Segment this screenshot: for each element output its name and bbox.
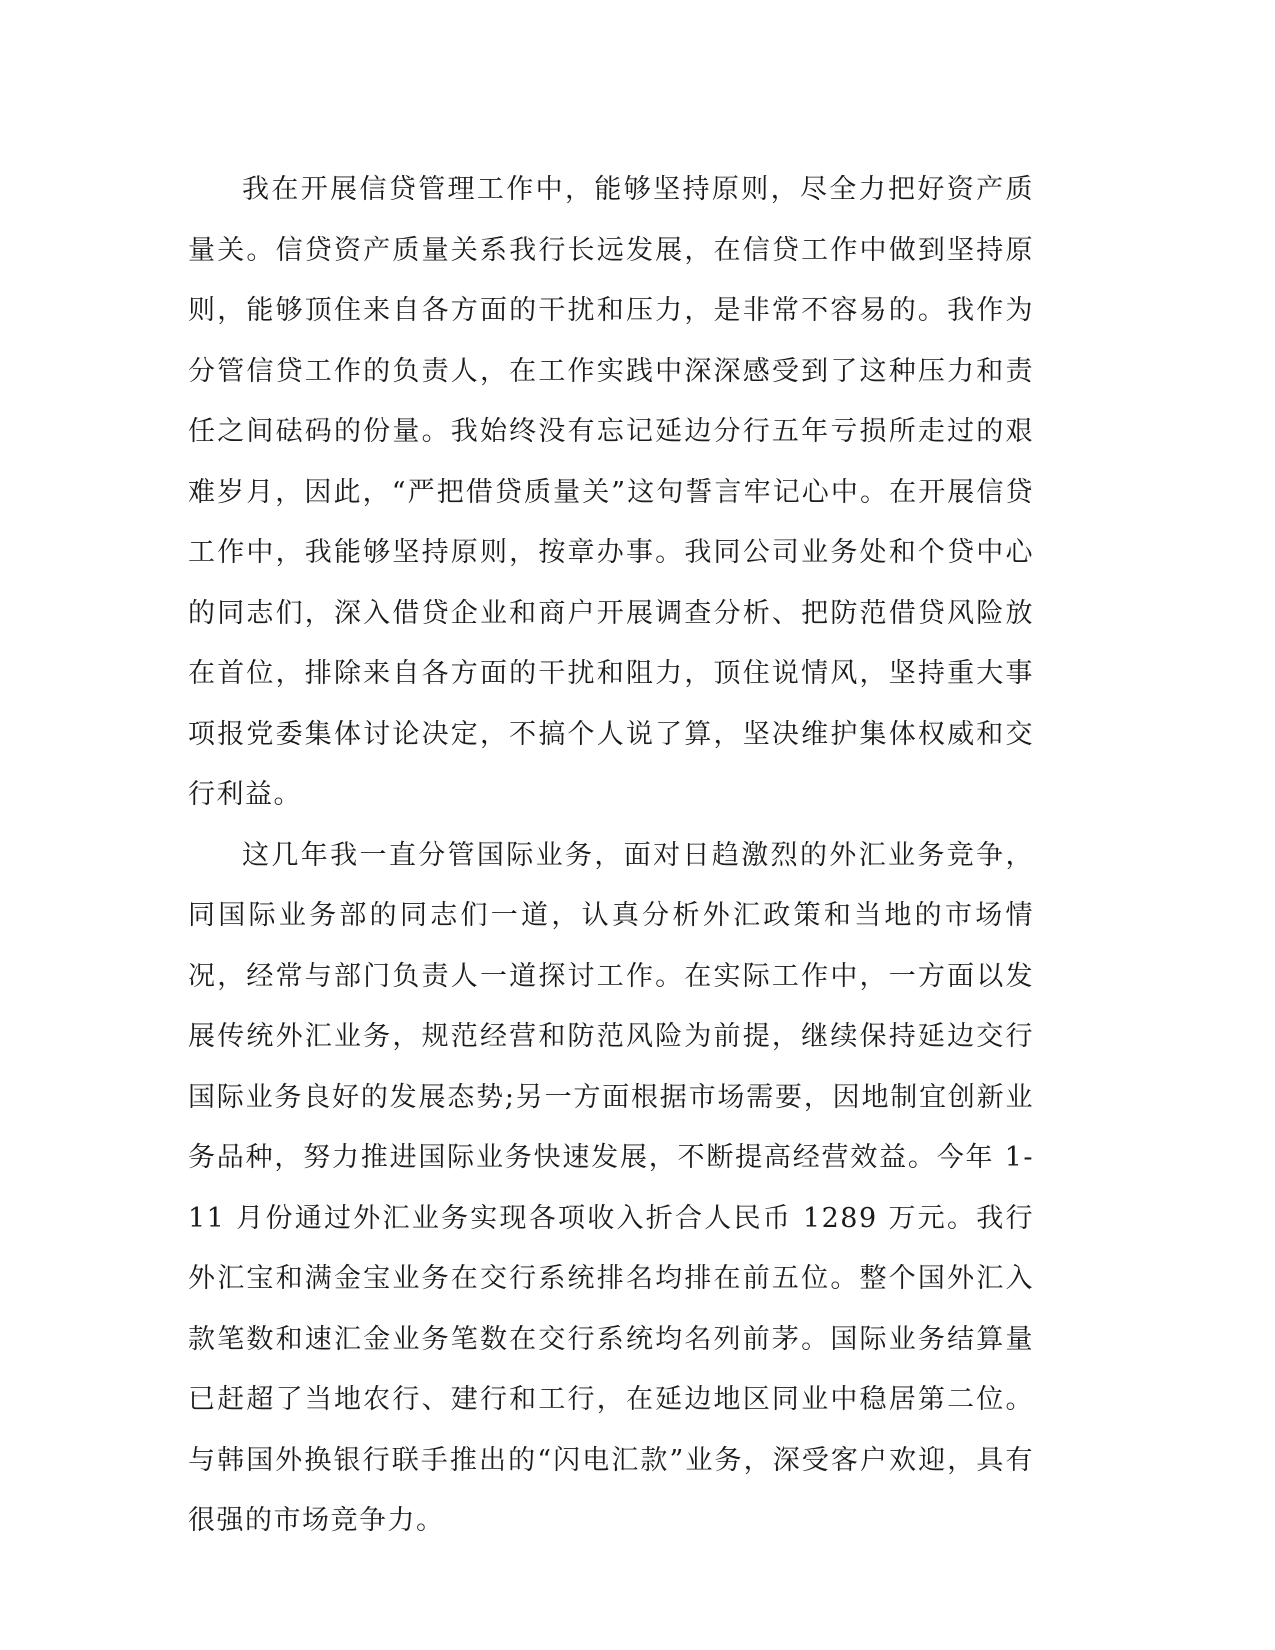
- document-body: [188, 160, 1034, 1552]
- paragraph-credit-management: 我在开展信贷管理工作中，能够坚持原则，尽全力把好资产质量关。信贷资产质量关系我行长远发展，在信贷工作中做到坚持原则，能够顶住来自各方面的干扰和压力，是非常不容易的。我作为分管信贷工作的负责人，在工作实践中深深感受到了这种压力和责任之间砝码的份量。我始终没有忘记延边分行五年亏损所走过的艰难岁月，因此，“严把借贷质量关”这句誓言牢记心中。在开展信贷工作中，我能够坚持原则，按章办事。我同公司业务处和个贷中心的同志们，深入借贷企业和商户开展调查分析、把防范借贷风险放在首位，排除来自各方面的干扰和阻力，顶住说情风，坚持重大事项报党委集体讨论决定，不搞个人说了算，坚决维护集体权威和交行利益。: [188, 174, 1034, 810]
- paragraph-international-business: 这几年我一直分管国际业务，面对日趋激烈的外汇业务竞争，同国际业务部的同志们一道，认真分析外汇政策和当地的市场情况，经常与部门负责人一道探讨工作。在实际工作中，一方面以发展传统外汇业务，规范经营和防范风险为前提，继续保持延边交行国际业务良好的发展态势;另一方面根据市场需要，因地制宜创新业务品种，努力推进国际业务快速发展，不断提高经营效益。今年 1-11 月份通过外汇业务实现各项收入折合人民币 1289 万元。我行外汇宝和满金宝业务在交行系统排名均排在前五位。整个国外汇入款笔数和速汇金业务笔数在交行系统均名列前茅。国际业务结算量已赶超了当地农行、建行和工行，在延边地区同业中稳居第二位。与韩国外换银行联手推出的“闪电汇款”业务，深受客户欢迎，具有很强的市场竞争力。: [188, 839, 1034, 1536]
